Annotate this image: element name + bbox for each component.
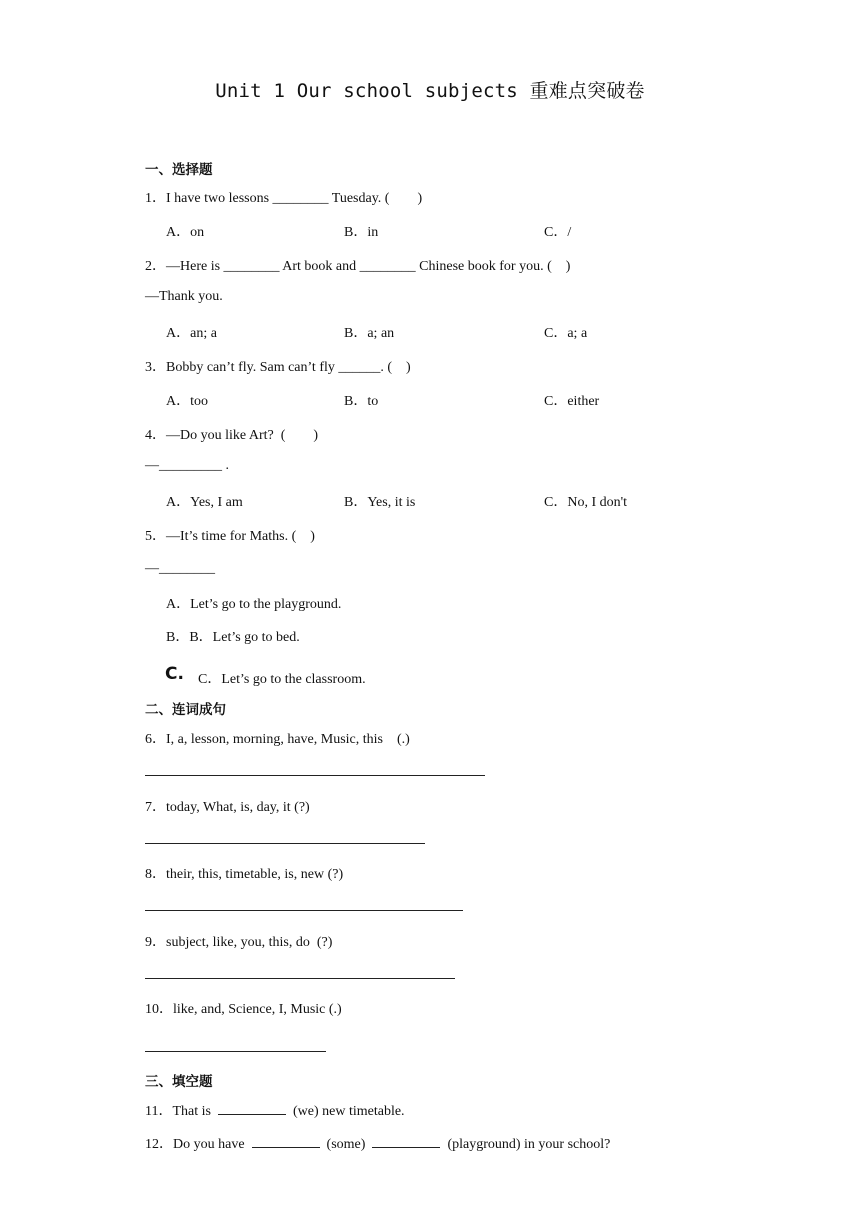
question-11 bbox=[145, 1100, 405, 1120]
q11-text-start: 11．That is bbox=[145, 1104, 211, 1119]
q6-answer-line bbox=[145, 775, 485, 776]
q4-option-a: A．Yes, I am bbox=[166, 495, 243, 510]
q3-option-c: C．either bbox=[544, 394, 600, 409]
q11-blank bbox=[218, 1102, 286, 1115]
question-6: 6．I, a, lesson, morning, have, Music, this (.) bbox=[145, 732, 410, 747]
question-2-reply: —Thank you. bbox=[145, 289, 223, 304]
q2-option-b: B．a; an bbox=[344, 326, 395, 341]
q5-option-a: A．Let’s go to the playground. bbox=[166, 597, 342, 612]
q5-option-b: B．B．Let’s go to bed. bbox=[166, 630, 300, 645]
question-10: 10．like, and, Science, I, Music (.) bbox=[145, 1002, 342, 1017]
q1-option-a: A．on bbox=[166, 225, 205, 240]
q5-option-c: C．Let’s go to the classroom. bbox=[198, 672, 366, 687]
q1-option-b: B．in bbox=[344, 225, 379, 240]
q9-answer-line bbox=[145, 978, 455, 979]
page-title: Unit 1 Our school subjects 重难点突破卷 bbox=[215, 80, 645, 102]
q3-option-a: A．too bbox=[166, 394, 208, 409]
q7-answer-line bbox=[145, 843, 425, 844]
question-5-reply: —________ bbox=[145, 561, 215, 576]
q11-text-end: (we) new timetable. bbox=[292, 1104, 405, 1119]
q3-option-b: B．to bbox=[344, 394, 379, 409]
question-1: 1．I have two lessons ________ Tuesday. ( ) bbox=[145, 191, 423, 206]
q12-blank-2 bbox=[372, 1135, 440, 1148]
q12-blank-1 bbox=[252, 1135, 320, 1148]
q2-option-c: C．a; a bbox=[544, 326, 588, 341]
question-12 bbox=[145, 1133, 610, 1153]
q4-option-c: C．No, I don't bbox=[544, 495, 628, 510]
q5-option-c-mark: C. bbox=[165, 664, 184, 684]
q12-text-start: 12．Do you have bbox=[145, 1137, 245, 1152]
q2-option-a: A．an; a bbox=[166, 326, 217, 341]
question-8: 8．their, this, timetable, is, new (?) bbox=[145, 867, 344, 882]
q1-option-c: C．/ bbox=[544, 225, 572, 240]
section-heading-choice: 一、选择题 bbox=[145, 162, 213, 178]
q12-text-end: (playground) in your school? bbox=[447, 1137, 611, 1152]
section-heading-sentences: 二、连词成句 bbox=[145, 702, 226, 718]
question-7: 7．today, What, is, day, it (?) bbox=[145, 800, 310, 815]
section-heading-fill: 三、填空题 bbox=[145, 1074, 213, 1090]
q8-answer-line bbox=[145, 910, 463, 911]
q4-option-b: B．Yes, it is bbox=[344, 495, 416, 510]
q12-text-mid: (some) bbox=[326, 1137, 366, 1152]
question-2: 2．—Here is ________ Art book and ________ Chinese book for you. ( ) bbox=[145, 259, 571, 274]
question-9: 9．subject, like, you, this, do (?) bbox=[145, 935, 333, 950]
question-5: 5．—It’s time for Maths. ( ) bbox=[145, 529, 315, 544]
q10-answer-line bbox=[145, 1051, 326, 1052]
question-4-reply: —_________ . bbox=[145, 458, 229, 473]
question-3: 3．Bobby can’t fly. Sam can’t fly ______. ( ) bbox=[145, 360, 411, 375]
question-4: 4．—Do you like Art? ( ) bbox=[145, 428, 319, 443]
